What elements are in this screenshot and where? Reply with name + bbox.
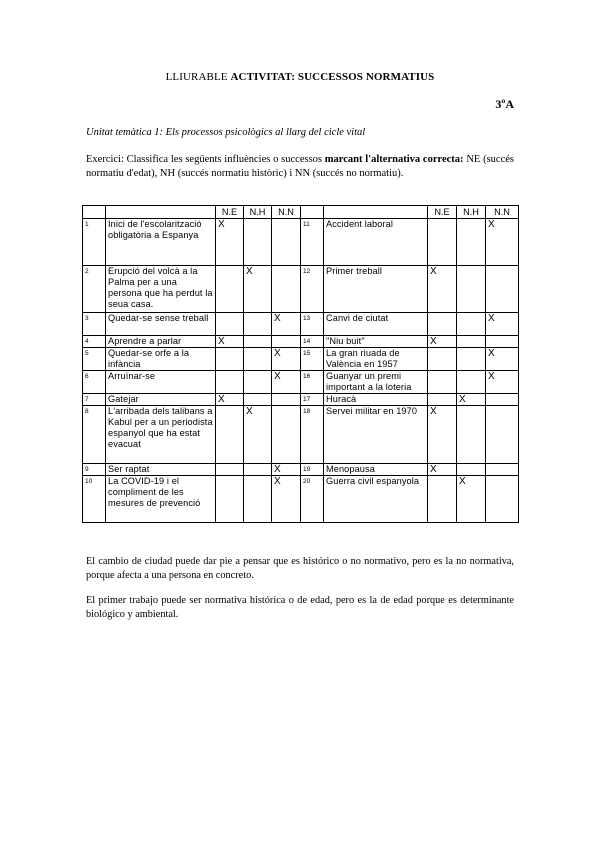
- mark-nn: [486, 476, 519, 523]
- mark-nn: [272, 266, 301, 313]
- item-number: 12: [301, 266, 324, 313]
- exercise-instructions: [86, 153, 514, 181]
- header-empty: [324, 206, 428, 219]
- mark-nn: [486, 406, 519, 464]
- item-number: 13: [301, 313, 324, 336]
- mark-ne: [216, 266, 244, 313]
- item-number: 6: [83, 371, 106, 394]
- header-empty: [106, 206, 216, 219]
- item-text: Aprendre a parlar: [106, 336, 216, 348]
- item-number: 3: [83, 313, 106, 336]
- mark-ne: X: [428, 464, 457, 476]
- mark-nh: [457, 348, 486, 371]
- mark-nh: X: [457, 476, 486, 523]
- mark-nn: [486, 464, 519, 476]
- mark-ne: [428, 371, 457, 394]
- answer-paragraph: El cambio de ciudad puede dar pie a pensar que es histórico o no normativo, pero es la no normativa, porque afecta a una persona en concreto.: [86, 556, 514, 581]
- item-text: La COVID-19 i el compliment de les mesures de prevenció: [106, 476, 216, 523]
- item-text: Accident laboral: [324, 219, 428, 266]
- mark-nh: [244, 464, 272, 476]
- item-text: Quedar-se orfe a la infància: [106, 348, 216, 371]
- mark-nh: [244, 394, 272, 406]
- exercise-bold: marcant l'alternativa correcta:: [324, 154, 464, 165]
- mark-nh: [244, 313, 272, 336]
- table-row: [83, 348, 519, 371]
- item-text: Guerra civil espanyola: [324, 476, 428, 523]
- table-row: [83, 406, 519, 464]
- item-text: Servei militar en 1970: [324, 406, 428, 464]
- item-number: 1: [83, 219, 106, 266]
- mark-nn: [272, 406, 301, 464]
- item-text: La gran riuada de València en 1957: [324, 348, 428, 371]
- item-number: 14: [301, 336, 324, 348]
- table-row: [83, 394, 519, 406]
- exercise-lead: Exercici: Classifica les següents influències o successos: [86, 154, 322, 165]
- mark-nn: X: [272, 348, 301, 371]
- mark-ne: [216, 348, 244, 371]
- item-number: 8: [83, 406, 106, 464]
- mark-nn: X: [272, 313, 301, 336]
- mark-nh: [244, 219, 272, 266]
- header-empty: [83, 206, 106, 219]
- table-row: [83, 266, 519, 313]
- mark-nh: [457, 406, 486, 464]
- item-text: Menopausa: [324, 464, 428, 476]
- item-number: 4: [83, 336, 106, 348]
- mark-ne: X: [216, 336, 244, 348]
- mark-nh: [457, 464, 486, 476]
- mark-ne: [428, 219, 457, 266]
- item-number: 20: [301, 476, 324, 523]
- item-number: 18: [301, 406, 324, 464]
- item-text: Quedar-se sense treball: [106, 313, 216, 336]
- mark-nn: X: [486, 371, 519, 394]
- mark-nh: [244, 348, 272, 371]
- header-nh: N.H: [244, 206, 272, 219]
- item-number: 15: [301, 348, 324, 371]
- events-table: [82, 205, 519, 523]
- mark-nn: [486, 266, 519, 313]
- mark-nn: [272, 219, 301, 266]
- mark-nh: [457, 336, 486, 348]
- item-number: 19: [301, 464, 324, 476]
- unit-line: Unitat temàtica 1: Els processos psicològics al llarg del cicle vital: [86, 127, 366, 138]
- mark-nn: X: [272, 476, 301, 523]
- item-number: 7: [83, 394, 106, 406]
- item-text: Canvi de ciutat: [324, 313, 428, 336]
- item-number: 5: [83, 348, 106, 371]
- mark-nn: X: [272, 371, 301, 394]
- mark-ne: [428, 348, 457, 371]
- item-text: Ser raptat: [106, 464, 216, 476]
- mark-nn: [486, 394, 519, 406]
- header-nn: N.N: [272, 206, 301, 219]
- mark-nn: X: [486, 313, 519, 336]
- mark-nn: X: [486, 348, 519, 371]
- item-text: L'arribada dels talibans a Kabul per a un periodista espanyol que ha estat evacuat: [106, 406, 216, 464]
- mark-nh: [244, 371, 272, 394]
- item-number: 9: [83, 464, 106, 476]
- item-text: Inici de l'escolarització obligatòria a Espanya: [106, 219, 216, 266]
- mark-ne: [428, 476, 457, 523]
- mark-ne: X: [428, 266, 457, 313]
- mark-ne: [216, 464, 244, 476]
- mark-nh: X: [244, 266, 272, 313]
- title-prefix: LLIURABLE: [165, 71, 228, 83]
- item-text: Primer treball: [324, 266, 428, 313]
- title-bold: ACTIVITAT: SUCCESSOS NORMATIUS: [230, 71, 435, 83]
- table-row: [83, 476, 519, 523]
- mark-ne: X: [428, 406, 457, 464]
- mark-ne: [428, 394, 457, 406]
- item-text: "Niu buit": [324, 336, 428, 348]
- mark-nn: [486, 336, 519, 348]
- header-ne: N.E: [216, 206, 244, 219]
- mark-nh: X: [457, 394, 486, 406]
- header-ne: N.E: [428, 206, 457, 219]
- table-row: [83, 336, 519, 348]
- table-body: [83, 219, 519, 523]
- mark-nh: [457, 371, 486, 394]
- item-number: 17: [301, 394, 324, 406]
- mark-nh: [244, 336, 272, 348]
- mark-nn: X: [486, 219, 519, 266]
- document-title: [0, 71, 600, 83]
- mark-ne: X: [216, 394, 244, 406]
- item-text: Huracà: [324, 394, 428, 406]
- item-text: Arruïnar-se: [106, 371, 216, 394]
- mark-nh: [244, 476, 272, 523]
- header-nh: N.H: [457, 206, 486, 219]
- answer-paragraph: El primer trabajo puede ser normativa histórica o de edad, pero es la de edad porque es determinante biológico y ambiental.: [86, 595, 514, 620]
- table-row: [83, 219, 519, 266]
- mark-ne: [216, 371, 244, 394]
- item-number: 2: [83, 266, 106, 313]
- table-row: [83, 371, 519, 394]
- table-row: [83, 464, 519, 476]
- item-text: Erupció del volcà a la Palma per a una persona que ha perdut la seua casa.: [106, 266, 216, 313]
- mark-ne: [216, 406, 244, 464]
- item-number: 16: [301, 371, 324, 394]
- mark-nn: [272, 394, 301, 406]
- mark-ne: [216, 476, 244, 523]
- mark-nn: [272, 336, 301, 348]
- mark-nh: [457, 266, 486, 313]
- header-empty: [301, 206, 324, 219]
- exercise-rest: NE (succés normatiu d'edat), NH (succés normatiu històric) i NN (succés no normatiu).: [86, 154, 514, 179]
- mark-nh: [457, 313, 486, 336]
- header-nn: N.N: [486, 206, 519, 219]
- item-text: Gatejar: [106, 394, 216, 406]
- table-row: [83, 313, 519, 336]
- item-number: 10: [83, 476, 106, 523]
- mark-ne: [216, 313, 244, 336]
- mark-ne: [428, 313, 457, 336]
- item-number: 11: [301, 219, 324, 266]
- item-text: Guanyar un premi important a la loteria: [324, 371, 428, 394]
- grade-label: 3ºA: [495, 97, 514, 111]
- mark-nn: X: [272, 464, 301, 476]
- mark-nh: [457, 219, 486, 266]
- mark-nh: X: [244, 406, 272, 464]
- table-header-row: [83, 206, 519, 219]
- mark-ne: X: [428, 336, 457, 348]
- mark-ne: X: [216, 219, 244, 266]
